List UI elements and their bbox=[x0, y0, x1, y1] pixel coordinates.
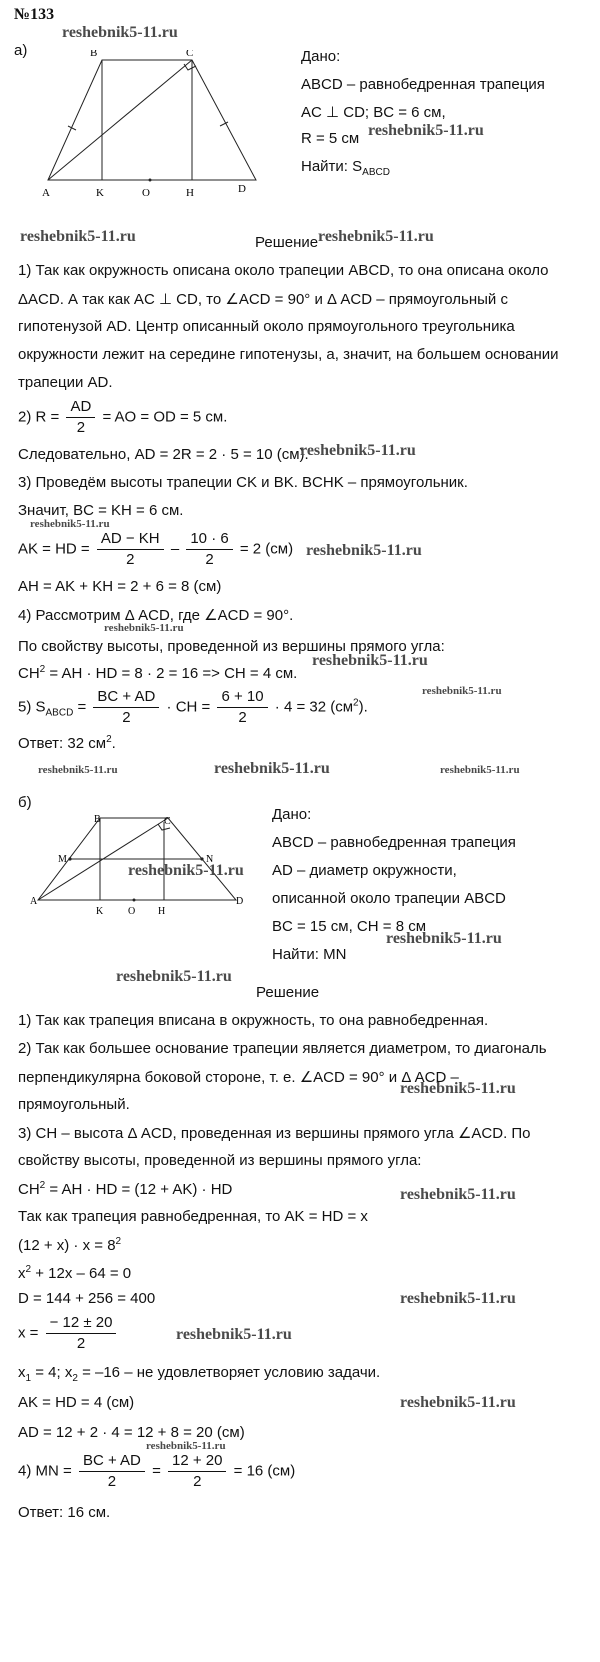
watermark: reshebnik5-11.ru bbox=[128, 862, 244, 879]
point-m-dot bbox=[68, 857, 71, 860]
watermark: reshebnik5-11.ru bbox=[214, 760, 330, 777]
a-s2b: Следовательно, AD = 2R = 2 · 5 = 10 (см). bbox=[18, 446, 309, 463]
given-b-find: Найти: MN bbox=[272, 946, 347, 963]
watermark: reshebnik5-11.ru bbox=[312, 652, 428, 669]
given-b-l3: описанной около трапеции ABCD bbox=[272, 890, 506, 907]
a-s1-l5: трапеции AD. bbox=[18, 374, 113, 391]
b-eq5: D = 144 + 256 = 400 bbox=[18, 1290, 156, 1307]
trapezoid-a bbox=[48, 60, 256, 180]
given-b-l4: BC = 15 см, CH = 8 см bbox=[272, 918, 427, 935]
point-n: N bbox=[206, 854, 214, 865]
a-s1-l4: окружности лежит на середине гипотенузы, а, значит, на большем основании bbox=[18, 346, 559, 363]
b-s3-l1: 3) CH – высота Δ ACD, проведенная из вершины прямого угла ∠ACD. По bbox=[18, 1125, 531, 1142]
point-k: K bbox=[96, 187, 104, 199]
a-s1-l1: 1) Так как окружность описана около трапеции ABCD, то она описана около bbox=[18, 262, 549, 279]
watermark: reshebnik5-11.ru bbox=[400, 1290, 516, 1307]
watermark: reshebnik5-11.ru bbox=[400, 1080, 516, 1097]
watermark: reshebnik5-11.ru bbox=[104, 622, 184, 634]
point-o-b: O bbox=[128, 906, 136, 917]
watermark: reshebnik5-11.ru bbox=[422, 685, 502, 697]
watermark: reshebnik5-11.ru bbox=[306, 542, 422, 559]
center-o bbox=[149, 179, 152, 182]
b-eq4: $x^2 + 12x - 64 = 0$ bbox=[18, 1264, 132, 1282]
given-a-l2: AC ⊥ CD; BC = 6 см, bbox=[301, 104, 446, 121]
a-s4b: По свойству высоты, проведенной из вершины прямого угла: bbox=[18, 638, 445, 655]
given-a-find: Найти: $S_{ABCD}$ bbox=[301, 158, 390, 178]
vertex-a-b: A bbox=[30, 896, 38, 907]
a-s3: 3) Проведём высоты трапеции CK и BK. BCHK – прямоугольник. bbox=[18, 474, 468, 491]
point-h-b: H bbox=[158, 906, 166, 917]
b-s3-l2: свойству высоты, проведенной из вершины прямого угла: bbox=[18, 1152, 422, 1169]
given-a-title: Дано: bbox=[301, 48, 341, 65]
watermark: reshebnik5-11.ru bbox=[300, 442, 416, 459]
watermark: reshebnik5-11.ru bbox=[440, 764, 520, 776]
part-a-label: а) bbox=[14, 42, 28, 59]
watermark: reshebnik5-11.ru bbox=[368, 122, 484, 139]
watermark: reshebnik5-11.ru bbox=[30, 518, 110, 530]
watermark: reshebnik5-11.ru bbox=[38, 764, 118, 776]
figure-a bbox=[38, 50, 308, 210]
solution-b-title: Решение bbox=[256, 984, 320, 1001]
b-eq1: $CH^2$ = AH · HD = (12 + AK) · HD bbox=[18, 1180, 233, 1198]
solution-a-title: Решение bbox=[255, 234, 319, 251]
diagonal-ac bbox=[48, 60, 192, 180]
vertex-b-b: B bbox=[94, 814, 101, 825]
vertex-a: A bbox=[42, 187, 50, 199]
center-o-b bbox=[133, 899, 136, 902]
watermark: reshebnik5-11.ru bbox=[400, 1186, 516, 1203]
b-eq9: AD = 12 + 2 · 4 = 12 + 8 = 20 (см) bbox=[18, 1424, 245, 1441]
a-answer: Ответ: 32 $см^2$. bbox=[18, 734, 116, 752]
a-s2: 2) R = $\frac{AD}{2}$ = AO = OD = 5 см. bbox=[18, 398, 228, 436]
a-s5: 5) $S_{ABCD}$ = $\frac{BC + AD}{2}$ · CH = $\frac{6 + 10}{2}$ · 4 = 32 $(см^2)$. bbox=[18, 688, 368, 726]
watermark: reshebnik5-11.ru bbox=[400, 1394, 516, 1411]
b-eq6: x = $\frac{- 12 \pm 20}{2}$ bbox=[18, 1314, 119, 1353]
problem-number: №133 bbox=[14, 6, 55, 23]
watermark: reshebnik5-11.ru bbox=[62, 24, 178, 41]
b-eq2: Так как трапеция равнобедренная, то AK = HD = x bbox=[18, 1208, 368, 1225]
a-s4c: $CH^2$ = AH · HD = 8 · 2 = 16 => CH = 4 см. bbox=[18, 664, 298, 682]
a-s4: 4) Рассмотрим Δ ACD, где ∠ACD = 90°. bbox=[18, 607, 294, 624]
b-eq3: $(12 + x) \cdot x = 8^2$ bbox=[18, 1236, 122, 1254]
a-s3d: AH = AK + KH = 2 + 6 = 8 (см) bbox=[18, 578, 222, 595]
b-eq10: 4) MN = $\frac{BC + AD}{2}$ = $\frac{12 + 20}{2}$ = 16 (см) bbox=[18, 1452, 296, 1490]
b-s2-l1: 2) Так как большее основание трапеции является диаметром, то диагональ bbox=[18, 1040, 547, 1057]
b-s2-l2: перпендикулярна боковой стороне, т. е. ∠ACD = 90° и Δ ACD – bbox=[18, 1069, 459, 1086]
point-n-dot bbox=[200, 857, 203, 860]
vertex-c: C bbox=[186, 50, 194, 59]
point-h: H bbox=[186, 187, 194, 199]
a-s3c: AK = HD = $\frac{AD - KH}{2}$ – $\frac{10 \cdot 6}{2}$ = 2 (см) bbox=[18, 530, 294, 568]
b-s1: 1) Так как трапеция вписана в окружность, то она равнобедренная. bbox=[18, 1012, 489, 1029]
point-o: O bbox=[142, 187, 150, 199]
vertex-c-b: C bbox=[164, 816, 171, 827]
given-b-title: Дано: bbox=[272, 806, 312, 823]
point-m: M bbox=[58, 854, 67, 865]
watermark: reshebnik5-11.ru bbox=[386, 930, 502, 947]
watermark: reshebnik5-11.ru bbox=[318, 228, 434, 245]
b-eq8: AK = HD = 4 (см) bbox=[18, 1394, 135, 1411]
a-s1-l3: гипотенузой AD. Центр описанный около прямоугольного треугольника bbox=[18, 318, 515, 335]
given-a-l1: ABCD – равнобедренная трапеция bbox=[301, 76, 545, 93]
b-answer: Ответ: 16 см. bbox=[18, 1504, 111, 1521]
watermark: reshebnik5-11.ru bbox=[116, 968, 232, 985]
watermark: reshebnik5-11.ru bbox=[176, 1326, 292, 1343]
vertex-d-b: D bbox=[236, 896, 244, 907]
b-s2-l3: прямоугольный. bbox=[18, 1096, 130, 1113]
watermark: reshebnik5-11.ru bbox=[20, 228, 136, 245]
vertex-b: B bbox=[90, 50, 98, 59]
watermark: reshebnik5-11.ru bbox=[146, 1440, 226, 1452]
a-s3b: Значит, BC = KH = 6 см. bbox=[18, 502, 184, 519]
given-b-l1: ABCD – равнобедренная трапеция bbox=[272, 834, 516, 851]
part-b-label: б) bbox=[18, 794, 32, 811]
given-a-l3: R = 5 см bbox=[301, 130, 360, 147]
vertex-d: D bbox=[238, 183, 246, 195]
b-eq7: $x_1 = 4$; $x_2 = -16$ – не удовлетворяет условию задачи. bbox=[18, 1364, 381, 1384]
given-b-l2: AD – диаметр окружности, bbox=[272, 862, 457, 879]
point-k-b: K bbox=[96, 906, 104, 917]
a-s1-l2: ΔACD. А так как AC ⊥ CD, то ∠ACD = 90° и Δ ACD – прямоугольный с bbox=[18, 291, 508, 308]
